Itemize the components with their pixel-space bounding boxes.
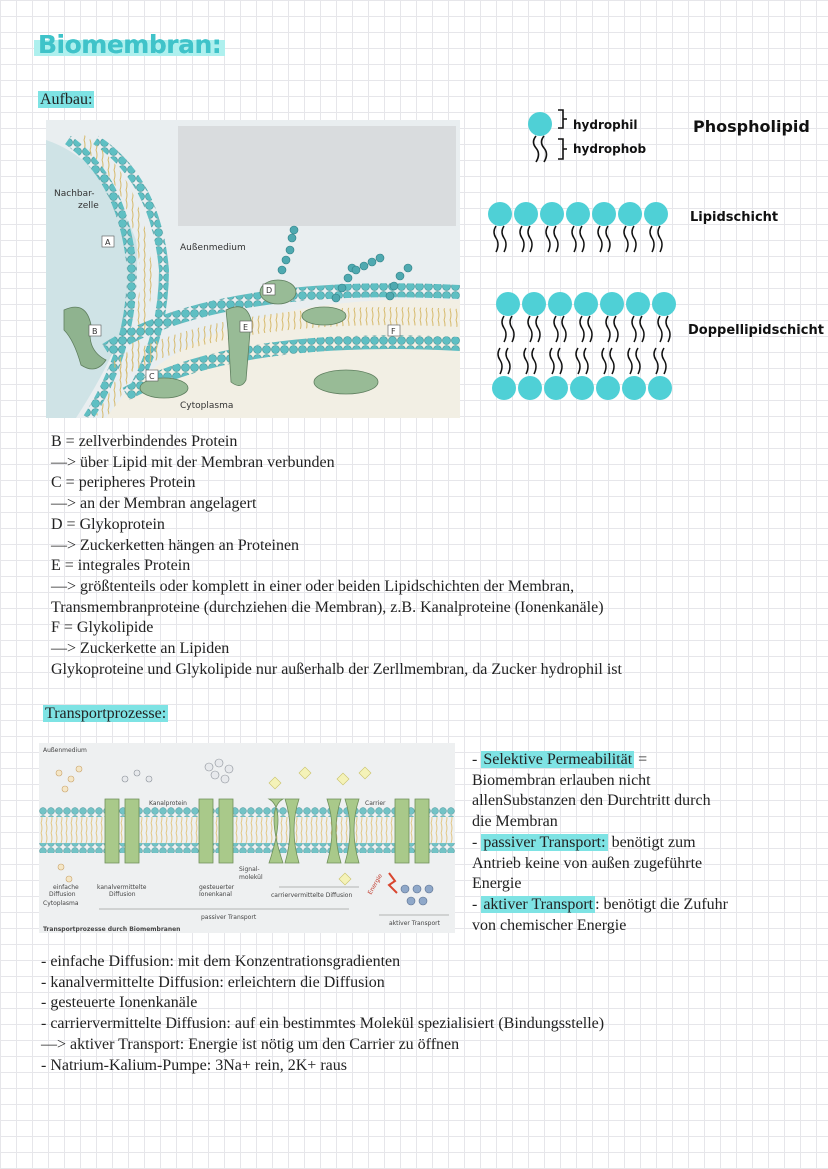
fig2-kanalprotein: Kanalprotein [149,800,187,807]
fig2-gesteuert-2: Ionenkanal [199,891,232,898]
side-line-9: von chemischer Energie [472,916,627,934]
fig2-aussenmedium: Außenmedium [43,747,87,754]
label-E: E [243,323,249,332]
heading-transport-text: Transportprozesse: [45,705,167,722]
aufbau-line: —> größtenteils oder komplett in einer oder beiden Lipidschichten der Membran, [51,577,575,595]
fig2-einfache-2: Diffusion [49,891,76,898]
side-text [472,750,728,936]
side-l8-pre: - [472,895,482,913]
fig2-signal-2: molekül [239,874,263,881]
page-title [34,30,225,59]
label-doppellipidschicht: Doppellipidschicht [688,323,824,338]
fig2-aktiv: aktiver Transport [389,920,440,927]
bilayer-tails [498,316,670,374]
side-l1-highlight: Selektive Permeabilität [483,751,633,768]
label-nachbarzelle-1: Nachbar- [54,189,95,199]
transport-line: - gesteuerte Ionenkanäle [41,994,198,1012]
aufbau-line: —> über Lipid mit der Membran verbunden [51,453,335,471]
fig2-caption: Transportprozesse durch Biomembranen [43,926,181,933]
fig2-kanal-1: kanalvermittelte [97,884,147,891]
aufbau-text [51,432,622,680]
transport-line: - kanalvermittelte Diffusion: erleichtern die Diffusion [41,973,385,991]
transport-line: - carriervermittelte Diffusion: auf ein bestimmtes Molekül spezialisiert (Bindungsstelle) [41,1015,605,1033]
membrane-structure-figure [46,120,460,418]
side-l1-pre: - [472,751,482,768]
aufbau-line: C = peripheres Protein [51,474,196,492]
side-l5-pre: - [472,833,482,851]
side-line-7: Energie [472,875,522,893]
section-heading-transport [43,705,168,723]
side-line-3: allenSubstanzen den Durchtritt durch [472,792,711,810]
side-line-5 [472,833,728,854]
fig2-gesteuert-1: gesteuerter [199,884,235,891]
side-l5-post: benötigt zum [607,833,696,851]
aufbau-line: B = zellverbindendes Protein [51,433,238,450]
side-l8-post: : benötigt die Zufuhr [595,895,728,913]
label-hydrophob: hydrophob [573,142,647,156]
aufbau-line: Glykoproteine und Glykolipide nur außerhalb der Zerllmembran, da Zucker hydrophil ist [51,660,622,678]
label-D: D [266,286,273,295]
side-line-6: Antrieb keine von außen zugeführte [472,854,703,872]
side-line-2: Biomembran erlauben nicht [472,771,651,789]
label-C: C [149,372,155,381]
label-F: F [391,327,396,336]
aufbau-line: —> Zuckerketten hängen an Proteinen [51,536,300,554]
lipid-diagram [484,104,814,404]
aufbau-line: —> an der Membran angelagert [51,495,257,513]
transport-line: —> aktiver Transport: Energie ist nötig um den Carrier zu öffnen [41,1035,460,1053]
label-hydrophil: hydrophil [573,118,638,132]
transport-line: - Natrium-Kalium-Pumpe: 3Na+ rein, 2K+ raus [41,1056,347,1074]
fig2-signal-1: Signal- [239,866,260,873]
heading-aufbau-text: Aufbau: [40,91,93,108]
label-B: B [92,327,98,336]
lipid-tails [494,226,662,252]
label-aussenmedium: Außenmedium [180,243,246,253]
side-line-4: die Membran [472,813,558,831]
side-line-1 [472,750,728,771]
fig2-einfache-1: einfache [53,884,79,891]
fig2-carrier: Carrier [365,800,386,807]
label-A: A [105,238,111,247]
fig2-kanal-2: Diffusion [109,891,136,898]
section-heading-aufbau [38,91,94,109]
side-l5-highlight: passiver Transport: [483,833,606,851]
aufbau-line: E = integrales Protein [51,557,191,575]
label-lipidschicht: Lipidschicht [690,210,779,225]
side-line-8 [472,895,728,916]
fig2-carrierdiff: carriervermittelte Diffusion [271,892,353,899]
transport-line: - einfache Diffusion: mit dem Konzentrationsgradienten [41,953,401,970]
transport-figure [39,743,455,933]
aufbau-line: F = Glykolipide [51,619,154,637]
aufbau-line: D = Glykoprotein [51,515,165,533]
aufbau-line: —> Zuckerkette an Lipiden [51,640,230,658]
fig2-passiv: passiver Transport [201,914,257,921]
side-l1-post: = [634,751,648,768]
aufbau-line: Transmembranproteine (durchziehen die Membran), z.B. Kanalproteine (Ionenkanäle) [51,598,604,616]
label-cytoplasma: Cytoplasma [180,401,234,411]
fig2-energie: Energie [366,872,385,896]
side-l8-highlight: aktiver Transport [483,895,594,913]
transport-text [41,952,604,1076]
label-nachbarzelle-2: zelle [78,201,99,211]
page-title-text: Biomembran: [34,30,225,59]
label-phospholipid: Phospholipid [693,117,810,136]
fig2-cytoplasma: Cytoplasma [43,900,79,907]
